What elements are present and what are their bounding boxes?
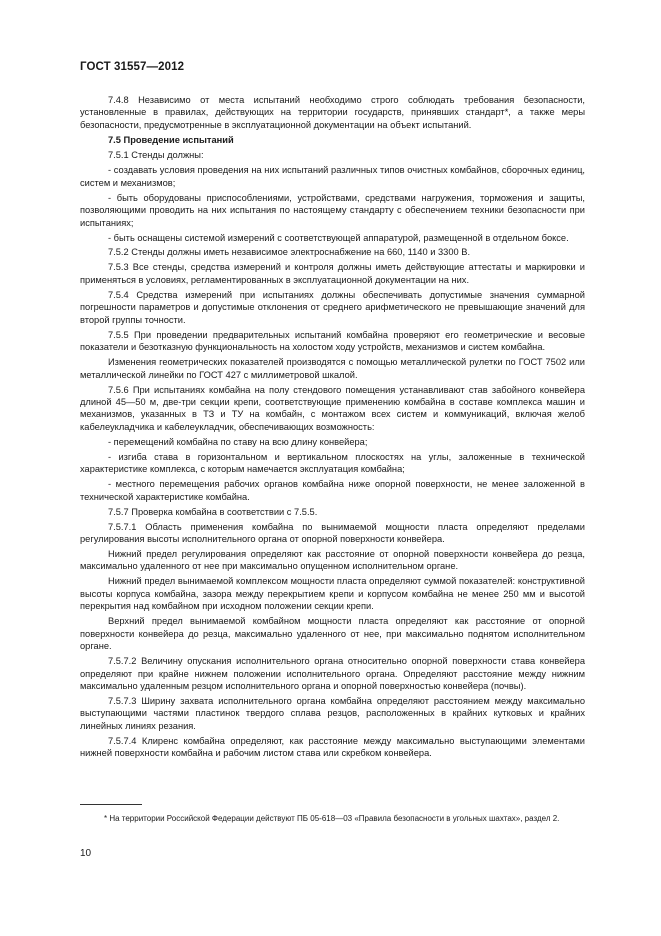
footnote-divider bbox=[80, 804, 142, 805]
paragraph-7-5-3: 7.5.3 Все стенды, средства измерений и контроля должны иметь действующие аттестаты и маркировки и применяться в условиях, регламентированных в эксплуатационной документации на них. bbox=[80, 262, 585, 285]
footnote: * На территории Российской Федерации действуют ПБ 05-618—03 «Правила безопасности в угольных шахтах», раздел 2. bbox=[104, 814, 560, 823]
paragraph: Изменения геометрических показателей производятся с помощью металлической рулетки по ГОСТ 7502 или металлической линейки по ГОСТ 427 с миллиметровой шкалой. bbox=[80, 357, 585, 380]
paragraph-7-5-7-4: 7.5.7.4 Клиренс комбайна определяют, как расстояние между максимально выступающими элементами нижней поверхности комбайна и рабочим листом става или скребком конвейера. bbox=[80, 735, 585, 759]
paragraph-7-5-5: 7.5.5 При проведении предварительных испытаний комбайна проверяют его геометрические и весовые показатели и безотказную функциональность на холостом ходу устройств, механизмов и систем комбайна. bbox=[80, 329, 585, 353]
paragraph-7-5-7-3: 7.5.7.3 Ширину захвата исполнительного органа комбайна определяют расстоянием между максимально выступающими частями пластинок твердого сплава резцов, расположенных в крайних кутковых и крайних линейных линиях резания. bbox=[80, 695, 585, 731]
paragraph-7-5-2: 7.5.2 Стенды должны иметь независимое электроснабжение на 660, 1140 и 3300 В. bbox=[108, 247, 471, 258]
list-item: - создавать условия проведения на них испытаний различных типов очистных комбайнов, сборочных единиц, систем и механизмов; bbox=[80, 165, 585, 188]
page-number: 10 bbox=[80, 848, 92, 859]
paragraph-7-5-7: 7.5.7 Проверка комбайна в соответствии с 7.5.5. bbox=[108, 506, 318, 517]
list-item: - местного перемещения рабочих органов комбайна ниже опорной поверхности, не менее заложенной в технической характеристике комбайна. bbox=[80, 479, 585, 502]
list-item: - изгиба става в горизонтальном и вертикальном плоскостях на углы, заложенные в технической характеристике комплекса, с которым намечается эксплуатация комбайна; bbox=[80, 451, 585, 475]
paragraph-7-5-1: 7.5.1 Стенды должны: bbox=[108, 150, 204, 161]
paragraph: Нижний предел вынимаемой комплексом мощности пласта определяют суммой показателей: конструктивной высоты корпуса комбайна, зазора между перекрытием крепи и корпусом комбайна не менее 250 мм и высотой перекрытия над комбайном при исходном положении секции крепи. bbox=[80, 576, 585, 612]
document-body bbox=[80, 94, 585, 762]
paragraph-7-5-4: 7.5.4 Средства измерений при испытаниях должны обеспечивать допустимые значения суммарной погрешности параметров и допустимые отклонения от среднего арифметического не превышающие значений для второй группы точности. bbox=[80, 289, 585, 325]
paragraph-7-5-7-1: 7.5.7.1 Область применения комбайна по вынимаемой мощности пласта определяют пределами регулирования высоты исполнительного органа от опорной поверхности конвейера. bbox=[80, 521, 585, 544]
paragraph: Верхний предел вынимаемой комбайном мощности пласта определяют как расстояние от опорной поверхности конвейера до резца, максимально удаленного от нее, при максимально поднятом исполнительном органе. bbox=[80, 616, 585, 652]
paragraph-7-4-8: 7.4.8 Независимо от места испытаний необходимо строго соблюдать требования безопасности, установленные в правилах, действующих на территории государств, принявших стандарт*, а также меры безопасности, предусмотренные в эксплуатационной документации на объект испытаний. bbox=[80, 95, 585, 130]
paragraph-7-5-6: 7.5.6 При испытаниях комбайна на полу стендового помещения устанавливают став забойного конвейера длиной 45—50 м, две-три секции крепи, соответствующие применению комбайна в составе комплекса машин и механизмов, указанных в ТЗ и ТУ на комбайн, с монтажом всех систем и коммуникаций, включая желоб кабелеукладчика и кабелеукладчик, обеспечивающих возможность: bbox=[80, 384, 585, 432]
section-heading-7-5: 7.5 Проведение испытаний bbox=[108, 135, 234, 146]
paragraph: Нижний предел регулирования определяют как расстояние от опорной поверхности конвейера до резца, максимально удаленного от нее при максимально опущенном исполнительном органе. bbox=[80, 548, 585, 572]
list-item: - быть оборудованы приспособлениями, устройствами, средствами нагружения, торможения и защиты, позволяющими проводить на них испытания по настоящему стандарту с обеспечением техники безопасности при испытаниях; bbox=[80, 192, 585, 228]
list-item: - перемещений комбайна по ставу на всю длину конвейера; bbox=[108, 436, 368, 447]
list-item: - быть оснащены системой измерений с соответствующей аппаратурой, размещенной в отдельном боксе. bbox=[108, 232, 569, 243]
document-header: ГОСТ 31557—2012 bbox=[80, 61, 185, 73]
paragraph-7-5-7-2: 7.5.7.2 Величину опускания исполнительного органа относительно опорной поверхности става конвейера определяют при крайне нижнем положении исполнительного органа. Определяют расстояние между нижним максимально удаленным резцом исполнительного органа и опорной поверхностью конвейера (почвы). bbox=[80, 656, 585, 691]
